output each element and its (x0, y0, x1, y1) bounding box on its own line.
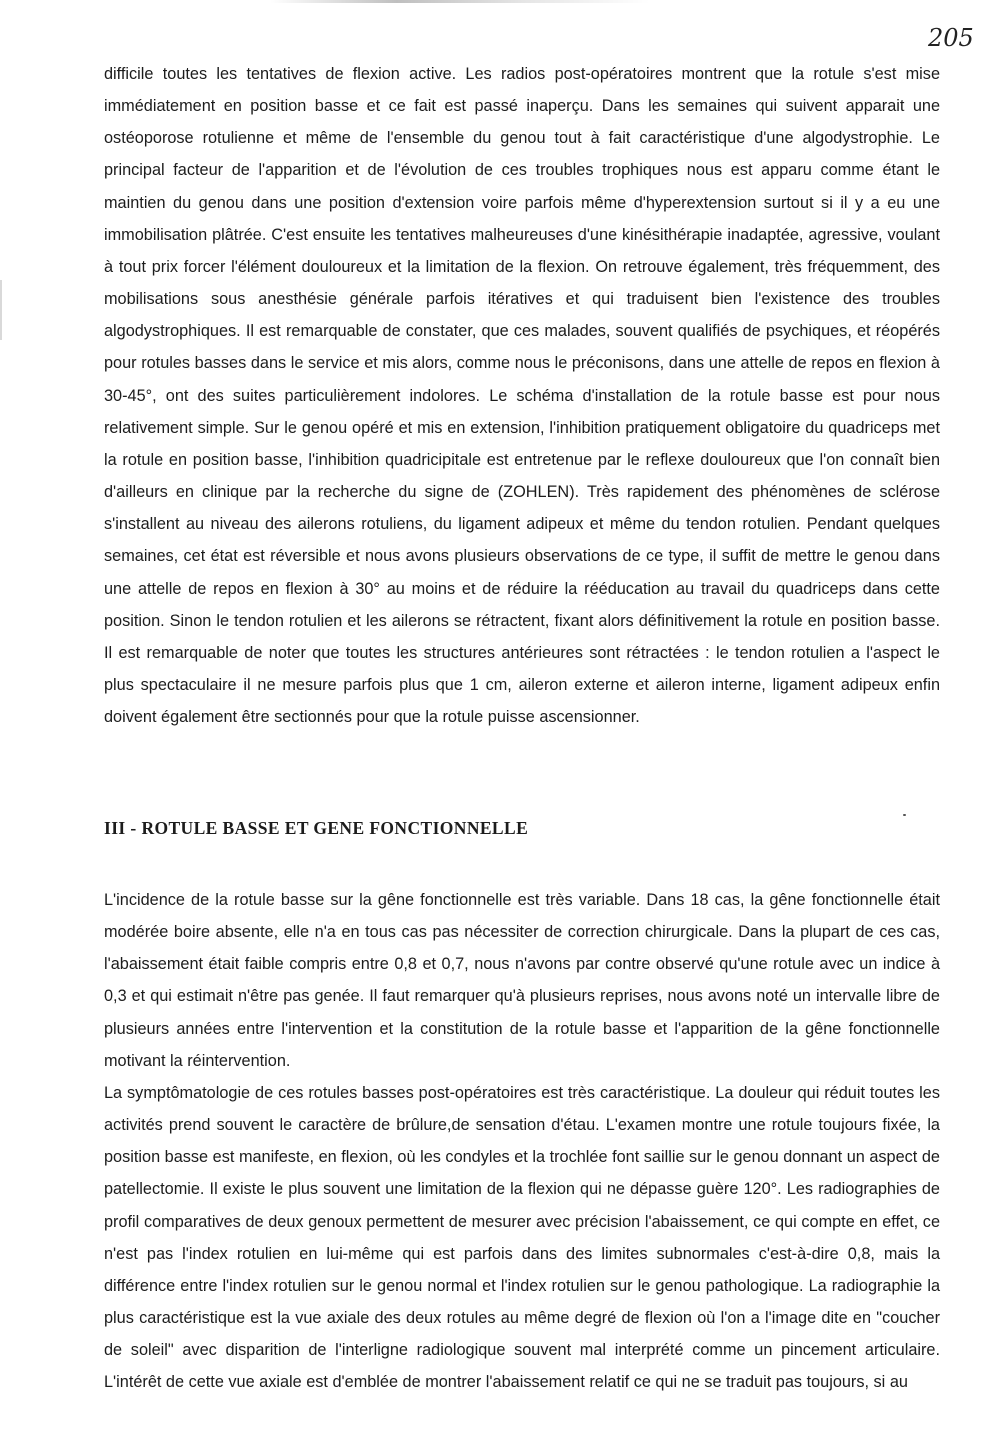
body-paragraph: La symptômatologie de ces rotules basses post-opératoires est très caractéristique. La douleur qui réduit toutes les activités prend souvent le caractère de brûlure,de sensation d'étau. L'examen montre une rotule toujours fixée, la position basse est manifeste, en flexion, où les condyles et la trochlée font saillie sur le genou donnant un aspect de patellectomie. Il existe le plus souvent une limitation de la flexion qui ne dépasse guère 120°. Les radiographies de profil comparatives de deux genoux permettent de mesurer avec précision l'abaissement, ce qui compte en effet, ce n'est pas l'index rotulien en lui-même qui est parfois dans des limites subnormales c'est-à-dire 0,8, mais la différence entre l'index rotulien sur le genou normal et l'index rotulien sur le genou pathologique. La radiographie la plus caractéristique est la vue axiale des deux rotules au même degré de flexion où l'on a l'image dite en "coucher de soleil" avec disparition de l'interligne radiologique souvent mal interprété comme un pincement articulaire. L'intérêt de cette vue axiale est d'emblée de montrer l'abaissement relatif ce qui ne se traduit pas toujours, si au (104, 1083, 940, 1392)
scan-artifact-top (270, 0, 650, 3)
section-title: ROTULE BASSE ET GENE FONCTIONNELLE (141, 818, 529, 838)
page-number: 205 (928, 24, 974, 52)
section-separator: - (130, 818, 137, 838)
body-paragraph: L'incidence de la rotule basse sur la gêne fonctionnelle est très variable. Dans 18 cas, la gêne fonctionnelle était modérée boire absente, elle n'a en tous cas pas nécessiter de correction chirurgicale. Dans la plupart de ces cas, l'abaissement était faible compris entre 0,8 et 0,7, nous n'avons par contre observé qu'une rotule avec un indice à 0,3 et qui estimait n'être pas genée. Il faut remarquer qu'à plusieurs reprises, nous avons noté un intervalle libre de plusieurs années entre l'intervention et la constitution de la rotule basse et l'apparition de la gêne fonctionnelle motivant la réintervention. (104, 891, 940, 1070)
scan-speck (903, 814, 906, 816)
section-body (104, 884, 940, 1399)
scan-artifact-left (0, 280, 2, 340)
section-number: III (104, 818, 126, 838)
body-paragraph-continued: difficile toutes les tentatives de flexion active. Les radios post-opératoires montrent que la rotule s'est mise immédiatement en position basse et ce fait est passé inaperçu. Dans les semaines qui suivent apparait une ostéoporose rotulienne et même de l'ensemble du genou tout à fait caractéristique d'une algodystrophie. Le principal facteur de l'apparition et de l'évolution de ces troubles trophiques nous est apparu comme étant le maintien du genou dans une position d'extension voire parfois même d'hyperextension surtout si il y a eu une immobilisation plâtrée. C'est ensuite les tentatives malheureuses d'une kinésithérapie inadaptée, agressive, voulant à tout prix forcer l'élément douloureux et la limitation de la flexion. On retrouve également, très fréquemment, des mobilisations sous anesthésie générale parfois itératives et qui traduisent bien l'existence des troubles algodystrophiques. Il est remarquable de constater, que ces malades, souvent qualifiés de psychiques, et réopérés pour rotules basses dans le service et mis alors, comme nous le préconisons, dans une attelle de repos en flexion à 30-45°, ont des suites particulièrement indolores. Le schéma d'installation de la rotule basse est pour nous relativement simple. Sur le genou opéré et mis en extension, l'inhibition pratiquement obligatoire du quadriceps met la rotule en position basse, l'inhibition quadricipitale est entretenue par le reflexe douloureux que l'on connaît bien d'ailleurs en clinique par la recherche du signe de (ZOHLEN). Très rapidement des phénomènes de sclérose s'installent au niveau des ailerons rotuliens, du ligament adipeux et même du tendon rotulien. Pendant quelques semaines, cet état est réversible et nous avons plusieurs observations de ce type, il suffit de mettre le genou dans une attelle de repos en flexion à 30° au moins et de réduire la rééducation au travail du quadriceps dans cette position. Sinon le tendon rotulien et les ailerons se rétractent, fixant alors définitivement la rotule en position basse. Il est remarquable de noter que toutes les structures antérieures sont rétractées : le tendon rotulien a l'aspect le plus spectaculaire il ne mesure parfois plus que 1 cm, aileron externe et aileron interne, ligament adipeux enfin doivent également être sectionnés pour que la rotule puisse ascensionner. (104, 65, 940, 727)
section-heading (104, 818, 528, 839)
